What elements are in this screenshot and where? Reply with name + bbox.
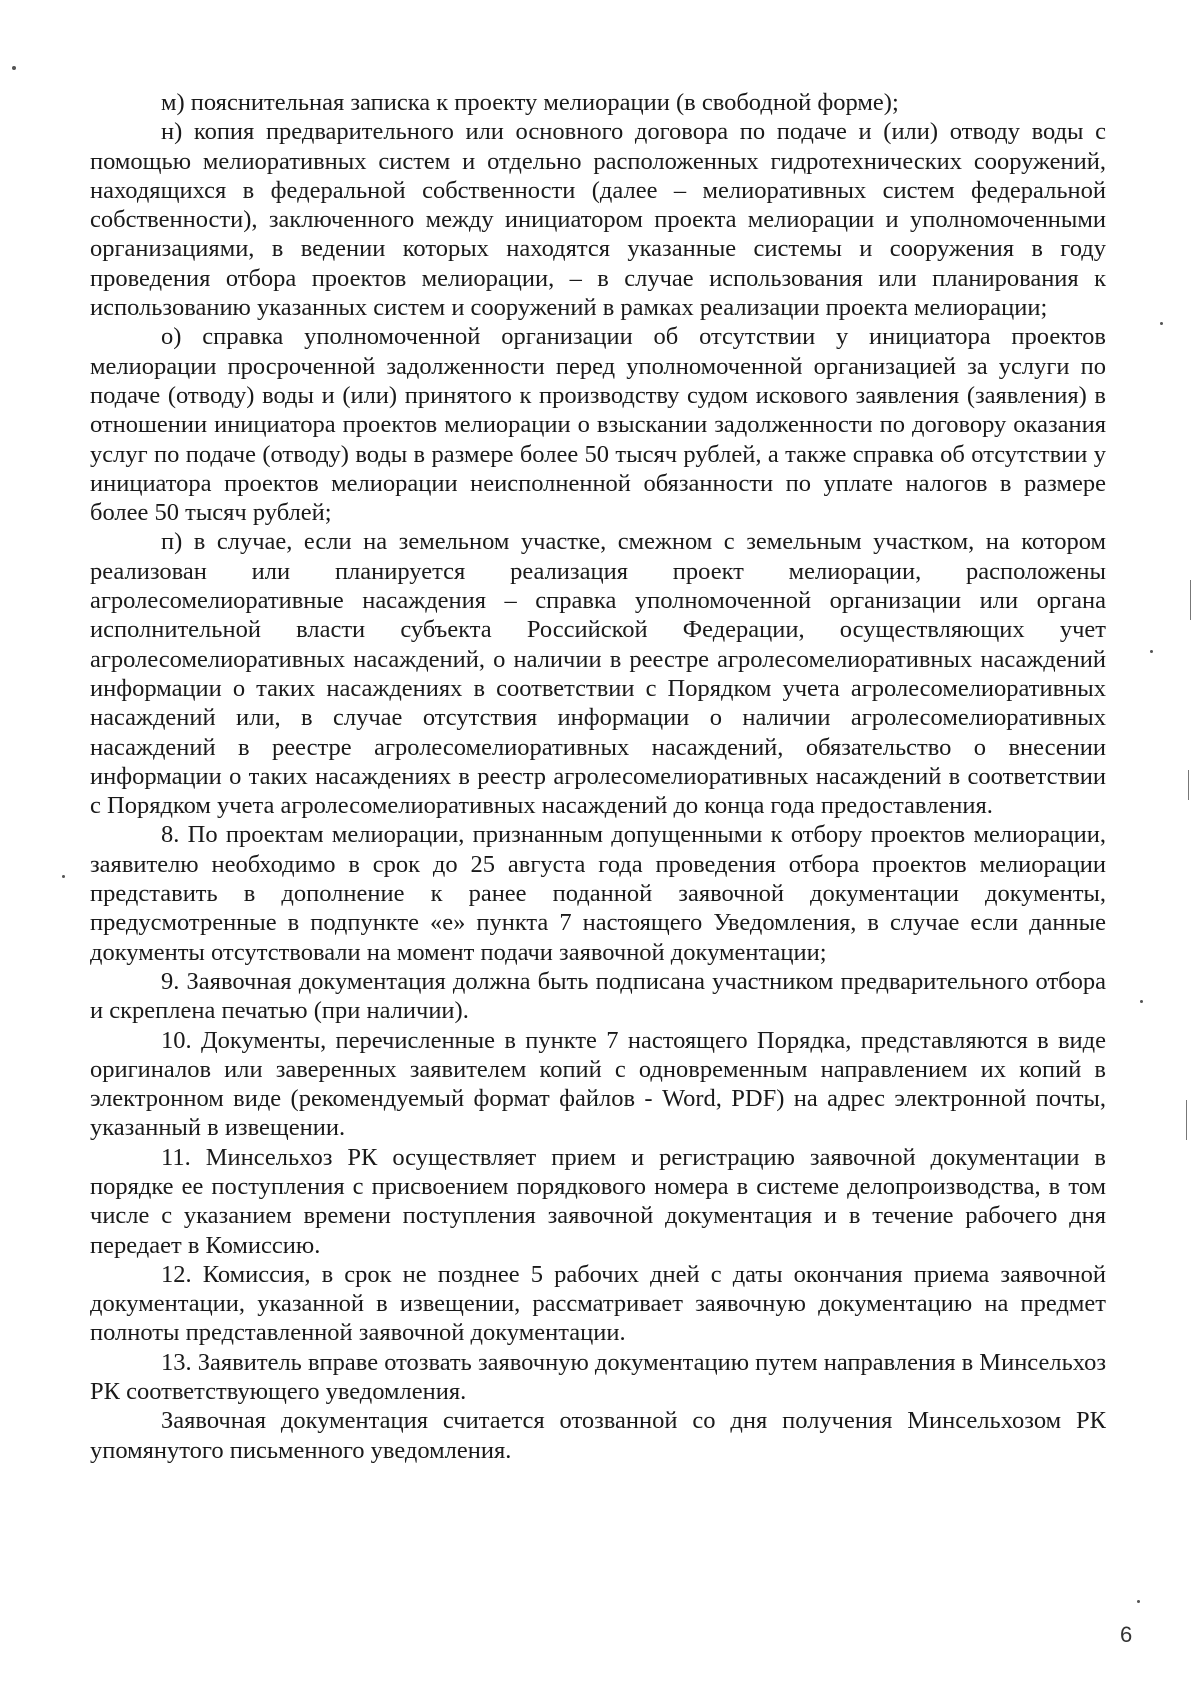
scan-streak [1186,1100,1187,1140]
page-number: 6 [1120,1622,1133,1647]
paragraph-12: 12. Комиссия, в срок не позднее 5 рабочих дней с даты окончания приема заявочной документации, указанной в извещении, рассматривает заявочную документацию на предмет полноты представленной заявочной документации. [90,1260,1106,1347]
paragraph-8: 8. По проектам мелиорации, признанным допущенными к отбору проектов мелиорации, заявителю необходимо в срок до 25 августа года проведения отбора проектов мелиорации представить в дополнение к ранее поданной заявочной документации документы, предусмотренные в подпункте «е» пункта 7 настоящего Уведомления, в случае если данные документы отсутствовали на момент подачи заявочной документации; [90,821,1106,966]
paragraph-p: п) в случае, если на земельном участке, смежном с земельным участком, на котором реализован или планируется реализация проект мелиорации, расположены агролесомелиоративные насаждения – справка уполномоченной организации или органа исполнительной власти субъекта Российской Федерации, осуществляющих учет агролесомелиоративных насаждений, о наличии в реестре агролесомелиоративных насаждений информации о таких насаждениях в соответствии с Порядком учета агролесомелиоративных насаждений или, в случае отсутствия информации о наличии агролесомелиоративных насаждений в реестре агролесомелиоративных насаждений, обязательство о внесении информации о таких насаждениях в реестр агролесомелиоративных насаждений в соответствии с Порядком учета агролесомелиоративных насаждений до конца года предоставления. [90,528,1106,820]
paragraph-o: о) справка уполномоченной организации об отсутствии у инициатора проектов мелиорации просроченной задолженности перед уполномоченной организацией за услуги по подаче (отводу) воды и (или) принятого к производству судом искового заявления (заявления) в отношении инициатора проектов мелиорации о взыскании задолженности по договору оказания услуг по подаче (отводу) воды в размере более 50 тысяч рублей, а также справка об отсутствии у инициатора проектов мелиорации неисполненной обязанности по уплате налогов в размере более 50 тысяч рублей; [90,323,1106,527]
paragraph-n: н) копия предварительного или основного договора по подаче и (или) отводу воды с помощью мелиоративных систем и отдельно расположенных гидротехнических сооружений, находящихся в федеральной собственности (далее – мелиоративных систем федеральной собственности), заключенного между инициатором проекта мелиорации и уполномоченными организациями, в ведении которых находятся указанные системы и сооружения в году проведения отбора проектов мелиорации, – в случае использования или планирования к использованию указанных систем и сооружений в рамках реализации проекта мелиорации; [90,118,1106,322]
scan-speck [1160,322,1163,325]
scan-speck [12,66,16,70]
document-body [90,88,1106,1465]
scan-streak [1190,580,1191,620]
paragraph-9: 9. Заявочная документация должна быть подписана участником предварительного отбора и скреплена печатью (при наличии). [90,967,1106,1025]
scan-speck [1150,650,1153,653]
paragraph-11: 11. Минсельхоз РК осуществляет прием и регистрацию заявочной документации в порядке ее поступления с присвоением порядкового номера в системе делопроизводства, в том числе с указанием времени поступления заявочной документация и в течение рабочего дня передает в Комиссию. [90,1143,1106,1259]
paragraph-13: 13. Заявитель вправе отозвать заявочную документацию путем направления в Минсельхоз РК соответствующего уведомления. [90,1348,1106,1406]
scan-streak [1188,770,1189,800]
scan-speck [1137,1600,1140,1603]
scan-speck [1140,1000,1143,1003]
paragraph-m: м) пояснительная записка к проекту мелиорации (в свободной форме); [161,89,899,116]
scan-speck [62,875,65,878]
paragraph-10: 10. Документы, перечисленные в пункте 7 настоящего Порядка, представляются в виде оригиналов или заверенных заявителем копий с одновременным направлением их копий в электронном виде (рекомендуемый формат файлов - Word, PDF) на адрес электронной почты, указанный в извещении. [90,1026,1106,1142]
paragraph-withdrawal: Заявочная документация считается отозванной со дня получения Минсельхозом РК упомянутого письменного уведомления. [90,1407,1106,1464]
